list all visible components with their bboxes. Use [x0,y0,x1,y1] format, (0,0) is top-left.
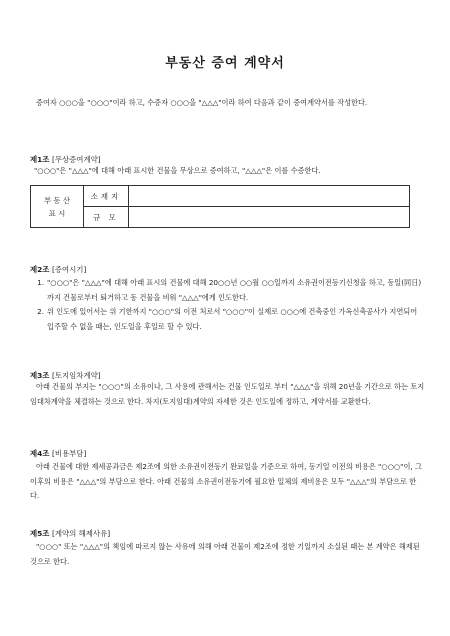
list-item-number: 1. [37,278,44,287]
list-item-text: "○○○"은 "△△△"에 대해 아래 표시의 건물에 대해 20○○년 ○○월 ○○일까지 소유권이전등기신청을 하고, 동일(同日)까지 건물로부터 퇴거하고 동 건물을 비워 "△△△"에게 인도한다. [47,278,422,302]
article5-heading [30,528,110,539]
article2-title: [증여시기] [52,265,87,274]
property-header-line1: 부 동 산 [43,195,71,205]
article3-number: 제3조 [30,371,50,380]
table-row [31,186,410,207]
article1-title: [무상증여계약] [52,155,101,164]
article4-number: 제4조 [30,449,50,458]
article5-body: "○○○" 또는 "△△△"의 책임에 따르지 않는 사유에 의해 아래 건물이 제2조에 정한 기일까지 소실된 때는 본 계약은 해제된 것으로 한다. [30,542,420,566]
scale-value [129,207,410,228]
article1-body: "○○○"은 "△△△"에 대해 아래 표시한 건물을 무상으로 증여하고, "△△△"은 이를 수증한다. [34,166,321,175]
list-item [30,276,425,305]
intro-paragraph: 증여자 ○○○을 "○○○"이라 하고, 수증자 ○○○을 "△△△"이라 하여 다음과 같이 증여계약서를 작성한다. [36,98,368,107]
property-header-cell [31,186,84,228]
list-item-text: 위 인도에 있어서는 위 기한까지 "○○○"의 이전 처로서 "○○○"이 실제로 ○○○에 건축중인 가옥신축공사가 지연되어 입주할 수 없을 때는, 인도일을 후일로 할 수 있다. [47,307,418,331]
article1-number: 제1조 [30,155,50,164]
list-item-number: 2. [37,307,44,316]
location-label: 소재지 [84,186,129,207]
table-row [31,207,410,228]
location-value [129,186,410,207]
article4-title: [비용부담] [52,449,87,458]
article3-body: 아래 건물의 부지는 "○○○"의 소유이나, 그 사용에 관해서는 건물 인도일로 부터 "△△△"을 위해 20년을 기간으로 하는 토지임대차계약을 체결하는 것으로 한다. 차지(토지임대)계약의 자세한 것은 인도일에 정하고, 계약서를 교환한다. [30,382,425,406]
article5-title: [계약의 해제사유] [52,529,111,538]
list-item [30,305,425,334]
property-table [30,185,410,228]
scale-label: 규 모 [84,207,129,228]
article2-heading [30,264,86,275]
document-title: 부동산 증여 계약서 [165,56,285,71]
article2-number: 제2조 [30,265,50,274]
article4-body: 아래 건물에 대한 제세공과금은 제2조에 의한 소유권이전등기 완료일을 기준으로 하여, 동기일 이전의 비용은 "○○○"이, 그 이후의 비용은 "△△△"의 부담으로 한다. 아래 건물의 소유권이전등기에 필요한 일체의 제비용은 모두 "△△△"의 부담으로 한다. [30,462,422,500]
article2-list [30,276,425,334]
article3-title: [토지임차계약] [52,371,101,380]
article4-heading [30,448,86,459]
property-header-line2: 표 시 [48,208,66,218]
article5-number: 제5조 [30,529,50,538]
